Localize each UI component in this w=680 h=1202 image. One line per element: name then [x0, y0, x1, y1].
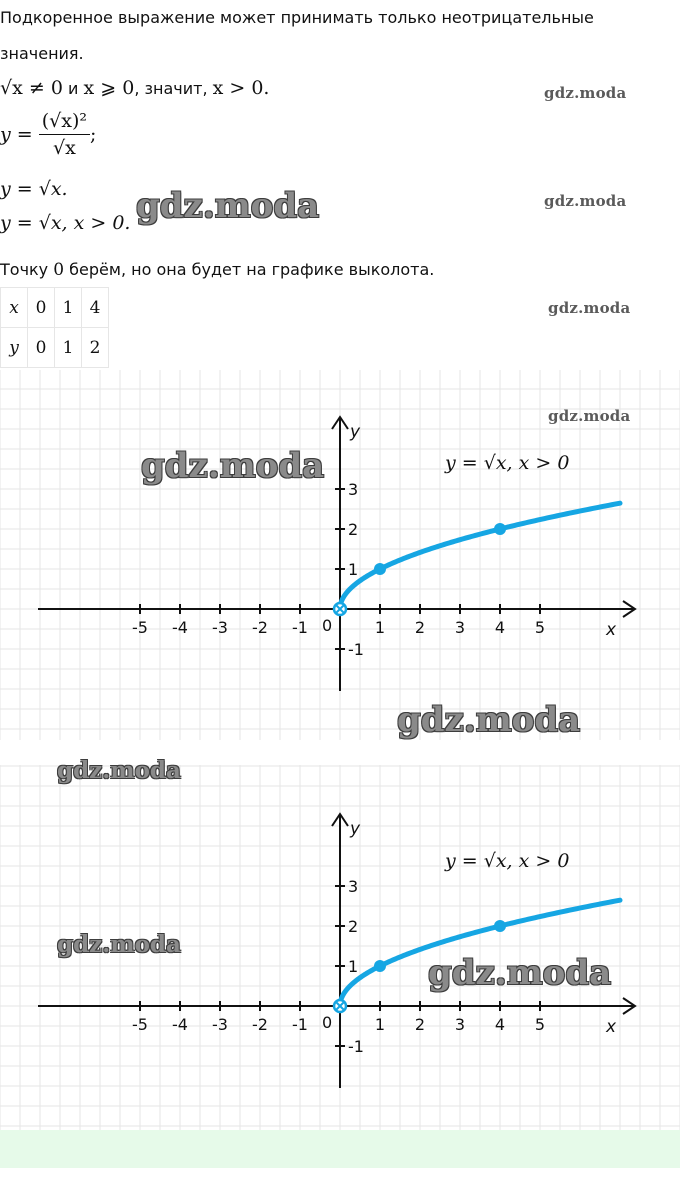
y-axis-label: y — [350, 819, 361, 839]
y-tick-label: 1 — [348, 957, 359, 976]
table-cell-head: x — [1, 288, 28, 328]
x-axis-label: x — [606, 1017, 617, 1037]
point-note-zero: 0 — [53, 260, 65, 280]
curve-point — [494, 523, 506, 535]
table-cell: 0 — [28, 288, 55, 328]
fraction-denominator: √x — [52, 137, 76, 159]
origin-label: 0 — [322, 1013, 333, 1032]
x-tick-label: 2 — [414, 618, 426, 637]
table-row — [1, 288, 109, 328]
watermark: gdz.moda — [544, 192, 627, 210]
x-tick-label: -1 — [292, 618, 308, 637]
x-tick-label: -2 — [252, 1015, 268, 1034]
origin-label: 0 — [322, 616, 333, 635]
x-axis-label: x — [606, 620, 617, 640]
table-cell: 1 — [55, 328, 82, 368]
formula-y-sqrt-domain: y = √x, x > 0. — [0, 212, 131, 234]
y-tick-label: -1 — [348, 640, 364, 659]
curve-point — [374, 563, 386, 575]
condition-then: , значит, — [134, 79, 208, 98]
fraction — [39, 110, 90, 159]
table-cell: 0 — [28, 328, 55, 368]
y-tick-label: 2 — [348, 520, 359, 539]
watermark-large: gdz.moda — [428, 953, 612, 993]
x-tick-label: -5 — [132, 618, 148, 637]
table-cell: 4 — [82, 288, 109, 328]
x-tick-label: -3 — [212, 1015, 228, 1034]
y-tick-label: -1 — [348, 1037, 364, 1056]
graph-2 — [0, 757, 680, 1130]
x-tick-label: 1 — [374, 1015, 386, 1034]
x-tick-label: -4 — [172, 1015, 188, 1034]
x-tick-label: 1 — [374, 618, 386, 637]
table-cell: 1 — [55, 288, 82, 328]
table-cell-head: y — [1, 328, 28, 368]
y-tick-label: 3 — [348, 480, 359, 499]
x-tick-label: -2 — [252, 618, 268, 637]
x-tick-label: -1 — [292, 1015, 308, 1034]
point-note-after: берём, но она будет на графике выколота. — [69, 260, 435, 279]
watermark-large: gdz.moda — [397, 700, 581, 740]
x-tick-label: -4 — [172, 618, 188, 637]
x-tick-label: 5 — [534, 1015, 546, 1034]
watermark: gdz.moda — [548, 299, 631, 317]
condition-and: и — [68, 79, 79, 98]
point-note-before: Точку — [0, 260, 49, 279]
y-tick-label: 3 — [348, 877, 359, 896]
table-row — [1, 328, 109, 368]
x-tick-label: 3 — [454, 618, 466, 637]
x-tick-label: 4 — [494, 1015, 506, 1034]
fraction-end: ; — [90, 123, 97, 146]
bottom-strip — [0, 1130, 680, 1168]
x-tick-label: 5 — [534, 618, 546, 637]
fraction-numerator: (√x)² — [39, 110, 90, 135]
condition-right: x > 0. — [212, 77, 270, 99]
fraction-lhs: y = — [0, 123, 33, 146]
curve-point — [374, 960, 386, 972]
explanation-line-2: значения. — [0, 44, 84, 63]
value-table — [0, 287, 109, 368]
y-tick-label: 2 — [348, 917, 359, 936]
watermark: gdz.moda — [544, 84, 627, 102]
watermark-medium: gdz.moda — [57, 931, 181, 958]
y-tick-label: 1 — [348, 560, 359, 579]
watermark-large: gdz.moda — [141, 446, 325, 486]
watermark-large: gdz.moda — [136, 186, 320, 226]
x-tick-label: 4 — [494, 618, 506, 637]
point-note — [0, 260, 434, 280]
watermark-medium: gdz.moda — [57, 757, 181, 784]
table-cell: 2 — [82, 328, 109, 368]
condition-line — [0, 78, 269, 99]
curve-point — [494, 920, 506, 932]
watermark: gdz.moda — [548, 407, 631, 425]
graph-1-canvas — [0, 370, 680, 740]
condition-mid: x ⩾ 0 — [83, 77, 135, 99]
graph-1 — [0, 370, 680, 740]
condition-left: √x ≠ 0 — [0, 77, 63, 99]
fraction-formula — [0, 110, 96, 159]
x-tick-label: -5 — [132, 1015, 148, 1034]
x-tick-label: 2 — [414, 1015, 426, 1034]
graph-1-label: y = √x, x > 0 — [445, 452, 570, 474]
graph-2-label: y = √x, x > 0 — [445, 850, 570, 872]
x-tick-label: -3 — [212, 618, 228, 637]
explanation-line-1: Подкоренное выражение может принимать только неотрицательные — [0, 8, 594, 27]
formula-y-sqrt: y = √x. — [0, 178, 68, 200]
y-axis-label: y — [350, 422, 361, 442]
x-tick-label: 3 — [454, 1015, 466, 1034]
